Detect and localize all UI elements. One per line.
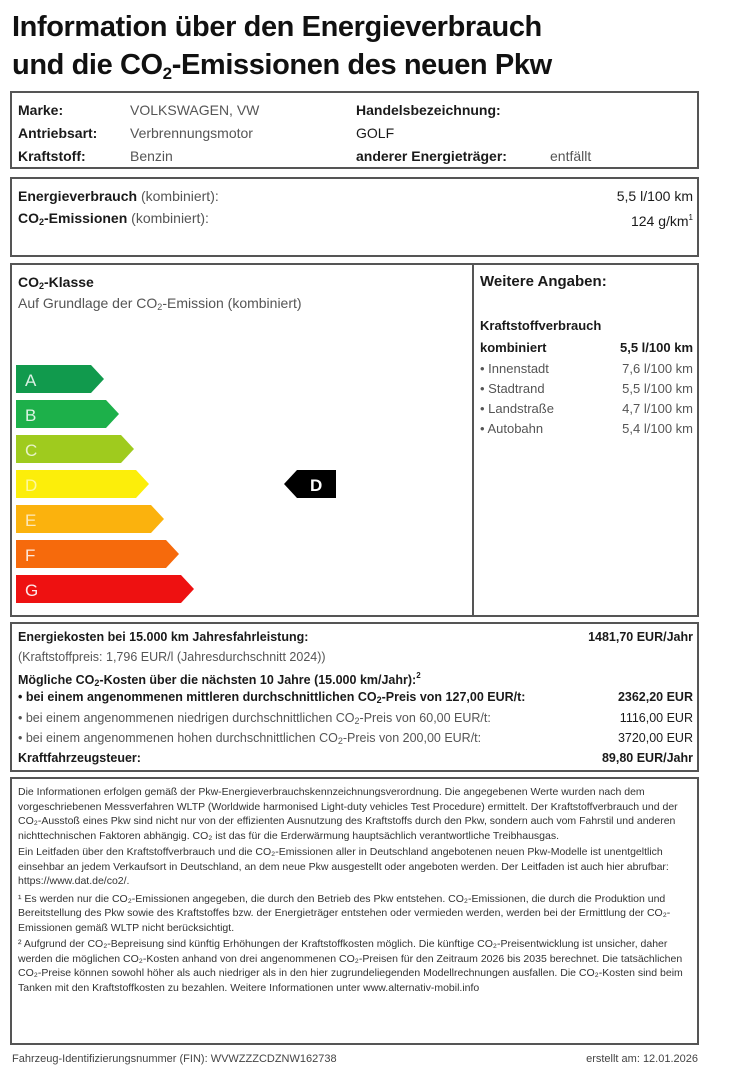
energy-cost-label: Energiekosten bei 15.000 km Jahresfahrleistung:: [18, 630, 309, 644]
energietraeger-value: entfällt: [550, 148, 592, 164]
co2-emission-value: [631, 209, 693, 230]
class-letter-e: E: [25, 511, 37, 530]
co2-bold: -Emissionen: [44, 210, 128, 226]
co2-class-subtitle: [18, 294, 302, 316]
innenstadt-label: Innenstadt: [488, 361, 549, 376]
footnote-paragraph-2: Ein Leitfaden über den Kraftstoffverbrauch und die CO₂-Emissionen aller in Deutschland angebotenen neuen Pkw-Modelle ist unentgeltlich einsehbar an jedem Verkaufsort in Deutschland, an dem neue Pkw ausgestellt oder angeboten werden. Der Leitfaden ist auch hier abrufbar: https://www.dat.de/co2/.: [18, 846, 669, 887]
further-item-label: • Innenstadt: [480, 361, 549, 376]
column-divider: [472, 265, 474, 615]
title-subscript: 2: [162, 64, 172, 83]
co2-rest: (kombiniert):: [127, 210, 209, 226]
scenario-high: • bei einem angenommenen hohen durchschnittlichen $CO_2$-Preis von 200,00 EUR/t:: [18, 731, 482, 746]
class-arrow-g: [16, 575, 196, 603]
scenario-high-value: 3720,00 EUR: [617, 731, 693, 745]
co2-class-heading: [18, 273, 94, 295]
innenstadt-value: 7,6 l/100 km: [622, 361, 693, 376]
consumption-box: [10, 177, 699, 257]
landstrasse-value: 4,7 l/100 km: [622, 401, 693, 416]
footnote-paragraph-3: ¹ Es werden nur die CO₂-Emissionen angegeben, die durch den Betrieb des Pkw entstehen. CO₂-Emissionen, die durch die Produktion und Bereitstellung des Pkw sowie des Kraftstoffes bzw. der Energieträger entstehen oder vermieden werden, werden bei der Ermittlung der CO₂-Emissionen gemäß WLTP nicht berücksichtigt.: [18, 892, 671, 934]
marke-value: VOLKSWAGEN, VW: [130, 102, 260, 118]
energy-label-rest: (kombiniert):: [137, 188, 219, 204]
co2-value-footnote: 1: [688, 213, 693, 222]
heading-sub: 2: [39, 281, 45, 291]
created-line: [586, 1050, 698, 1068]
costs-box: [10, 622, 699, 772]
energy-cost-value: 1481,70 EUR/Jahr: [588, 630, 693, 644]
title-line-2-post: -Emissionen des neuen Pkw: [171, 49, 552, 81]
co2-value-text: 124 g/km: [630, 213, 689, 229]
class-letter-c: C: [25, 441, 38, 460]
footnote-paragraph-4: ² Aufgrund der CO₂-Bepreisung sind künftig Erhöhungen der Kraftstoffkosten möglich. Die künftige CO₂-Preisentwicklung ist unsicher, daher werden die möglichen CO₂-Kosten anhand von drei angenommenen CO₂-Preisen für den Zeitraum 2026 bis 2035 berechnet. Die tatsächlichen CO₂-Preise können sowohl höher als auch niedriger als in den hier zugrundeliegenden Modellrechnungen ausfallen. Die CO₂-Kosten sind beim Tanken mit den Kraftstoffkosten zu bezahlen. Weitere Informationen unter www.alternativ-mobil.info: [18, 938, 683, 994]
class-letter-d: D: [25, 476, 38, 495]
vehicle-tax-value: 89,80 EUR/Jahr: [601, 751, 693, 765]
title-line-2-pre: und die CO: [12, 49, 163, 81]
landstrasse-label: Landstraße: [488, 401, 554, 416]
class-arrow-a: [16, 365, 106, 393]
antrieb-label: Antriebsart:: [18, 125, 98, 141]
footnotes-box: [10, 777, 699, 1045]
combined-value: 5,5 l/100 km: [620, 340, 693, 355]
co2-pre: CO: [18, 210, 39, 226]
class-arrow-b: [16, 400, 121, 428]
fuel-price-note: (Kraftstoffpreis: 1,796 EUR/l (Jahresdurchschnitt 2024)): [18, 650, 326, 664]
co2-cost-sub: 2: [94, 678, 100, 688]
co2-cost-pre: Mögliche CO: [18, 673, 95, 687]
title-line-1: Information über den Energieverbrauch: [12, 11, 542, 43]
class-letter-a: A: [25, 371, 37, 390]
class-arrow-c: [16, 435, 136, 463]
autobahn-value: 5,4 l/100 km: [622, 421, 693, 436]
vehicle-tax-label: Kraftfahrzeugsteuer:: [18, 751, 141, 765]
vehicle-info-box: [10, 91, 699, 169]
combined-label: kombiniert: [480, 340, 547, 355]
selected-class-letter: D: [310, 476, 323, 495]
fuel-consumption-heading: Kraftstoffverbrauch: [480, 318, 602, 333]
fin-value: WVWZZZCDZNW162738: [210, 1053, 337, 1065]
energy-consumption-value: 5,5 l/100 km: [616, 188, 693, 204]
scenario-post: -Preis von 200,00 EUR/t:: [342, 731, 482, 745]
stadtrand-label: Stadtrand: [488, 381, 545, 396]
scenario-low: • bei einem angenommenen niedrigen durchschnittlichen $CO_2$-Preis von 60,00 EUR/t:: [18, 711, 491, 726]
co2-cost-post: -Kosten über die nächsten 10 Jahre (15.000 km/Jahr):: [99, 673, 417, 687]
further-item-label: • Stadtrand: [480, 381, 545, 396]
heading-pre: CO: [18, 274, 39, 290]
fin-label: Fahrzeug-Identifizierungsnummer (FIN):: [12, 1053, 208, 1065]
energietraeger-label: anderer Energieträger:: [356, 148, 507, 164]
selected-class-marker: [284, 470, 338, 505]
marke-label: Marke:: [18, 102, 64, 118]
subtitle-pre: Auf Grundlage der CO: [18, 295, 158, 311]
scenario-post: -Preis von 60,00 EUR/t:: [359, 711, 491, 725]
footnote-paragraph-1: Die Informationen erfolgen gemäß der Pkw-Energieverbrauchskennzeichnungsverordnung. Die angegebenen Werte wurden nach dem vorgeschriebenen Messverfahren WLTP (Worldwide harmonised Light-duty vehicles Test Procedure) ermittelt. Der Kraftstoffverbrauch und der CO₂-Ausstoß eines Pkw sind nicht nur von der effizienten Ausnutzung des Kraftstoffs durch den Pkw, sondern auch vom Fahrstil und anderen nichttechnischen Faktoren abhängig. CO₂ ist das für die Erderwärmung hauptsächlich verantwortliche Treibhausgas.: [18, 786, 678, 842]
title-line-2: [12, 46, 552, 93]
created-value: 12.01.2026: [642, 1053, 698, 1065]
subtitle-post: -Emission (kombiniert): [162, 295, 302, 311]
co2-emission-label: [18, 209, 209, 231]
scenario-post: -Preis von 127,00 EUR/t:: [381, 690, 526, 704]
energy-label-bold: Energieverbrauch: [18, 188, 138, 204]
class-letter-g: G: [25, 581, 39, 600]
class-arrow-d: [16, 470, 151, 498]
energy-consumption-label: [18, 187, 219, 205]
co2-cost-footnote: 2: [416, 671, 421, 680]
page-title: [12, 8, 552, 93]
class-letter-f: F: [25, 546, 36, 565]
handelsbezeichnung-value: GOLF: [356, 125, 395, 141]
scenario-medium-value: 2362,20 EUR: [617, 690, 693, 704]
class-arrow-e: [16, 505, 166, 533]
scenario-low-value: 1116,00 EUR: [619, 711, 693, 725]
heading-post: -Klasse: [44, 274, 94, 290]
co2-sub: 2: [39, 217, 45, 227]
kraftstoff-label: Kraftstoff:: [18, 148, 86, 164]
stadtrand-value: 5,5 l/100 km: [622, 381, 693, 396]
scenario-pre: • bei einem angenommenen niedrigen durchschnittlichen CO: [18, 711, 355, 725]
kraftstoff-value: Benzin: [130, 148, 173, 164]
class-letter-b: B: [25, 406, 37, 425]
autobahn-label: Autobahn: [487, 421, 544, 436]
further-item-label: • Landstraße: [480, 401, 554, 416]
fin-line: [12, 1050, 337, 1068]
class-arrow-f: [16, 540, 181, 568]
scenario-pre: • bei einem angenommenen hohen durchschnittlichen CO: [18, 731, 338, 745]
created-label: erstellt am:: [586, 1053, 640, 1065]
handelsbezeichnung-label: Handelsbezeichnung:: [356, 102, 501, 118]
scenario-pre: • bei einem angenommenen mittleren durchschnittlichen CO: [18, 690, 377, 704]
scenario-medium: • bei einem angenommenen mittleren durchschnittlichen $CO_2$-Preis von 127,00 EUR/t:: [18, 690, 526, 705]
further-info-heading: Weitere Angaben:: [480, 273, 607, 290]
further-item-label: • Autobahn: [480, 421, 544, 436]
antrieb-value: Verbrennungsmotor: [130, 125, 253, 141]
subtitle-sub: 2: [157, 302, 163, 312]
